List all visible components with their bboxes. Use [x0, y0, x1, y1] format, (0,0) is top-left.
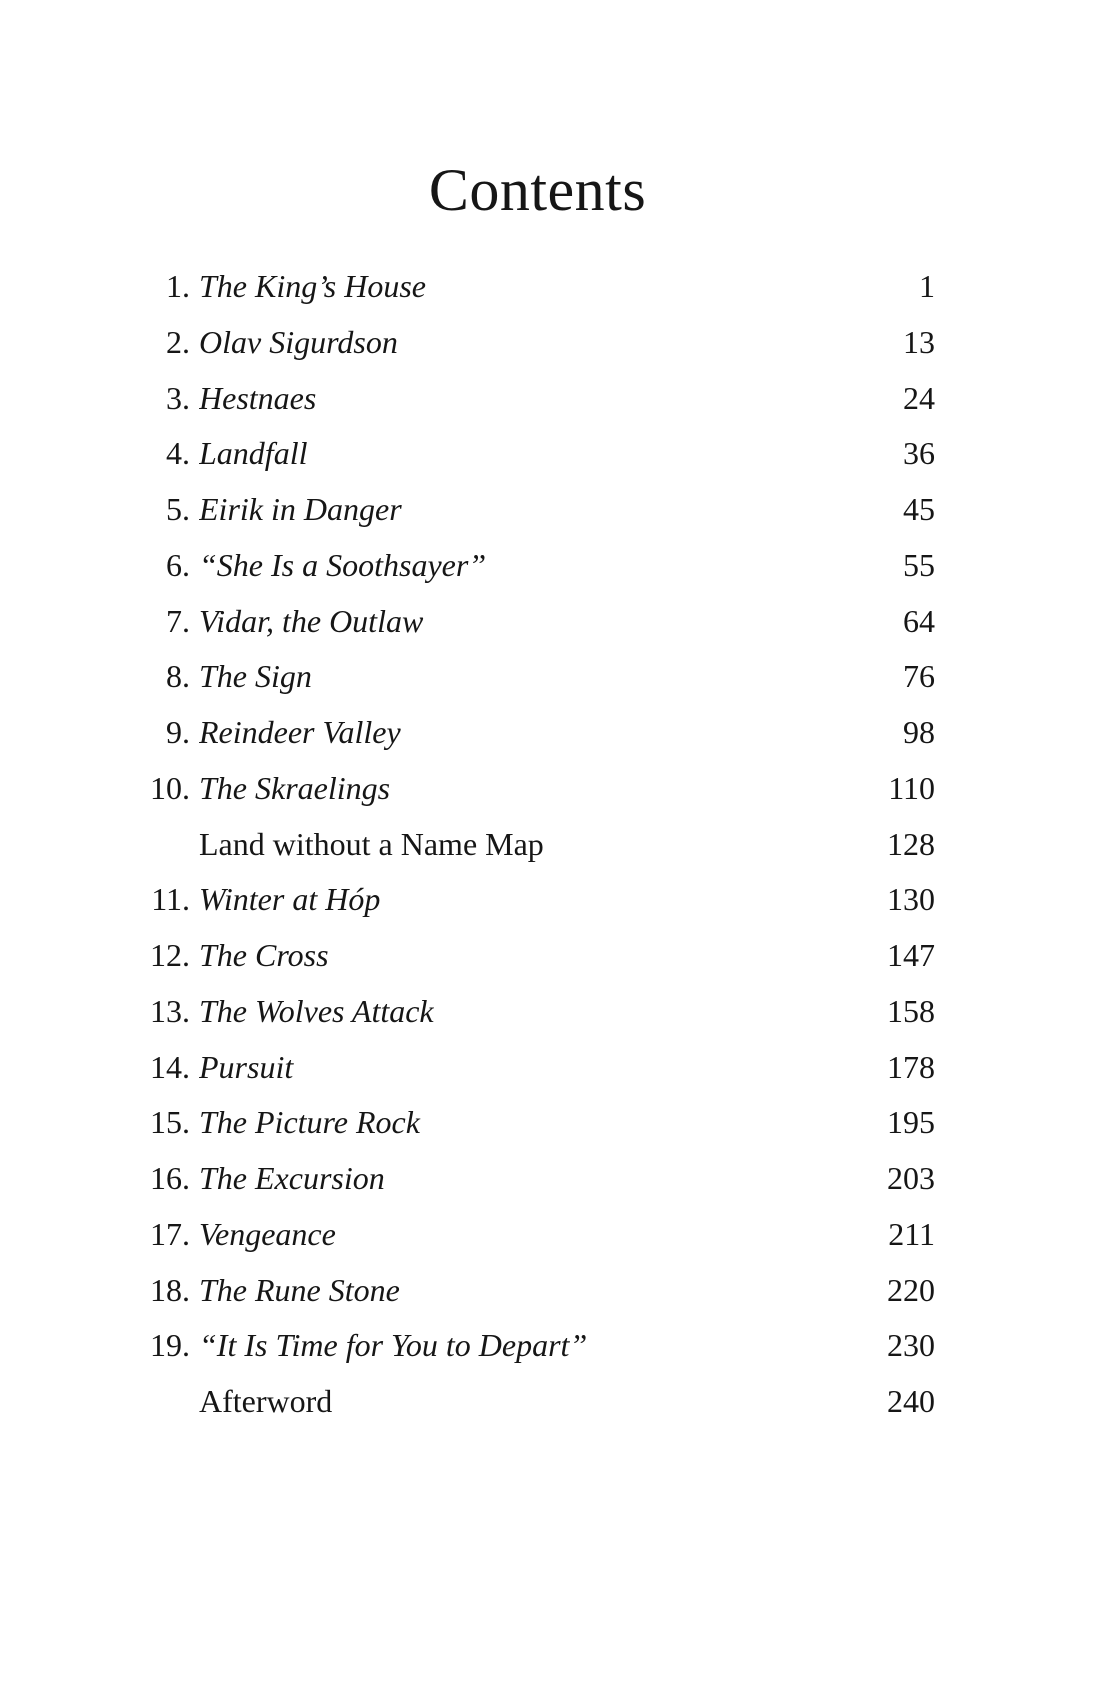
page-number: 220: [887, 1271, 935, 1308]
page-number: 195: [887, 1104, 935, 1141]
page-number: 110: [888, 769, 935, 806]
page-number: 230: [887, 1327, 935, 1364]
toc-entry: [140, 1095, 935, 1151]
chapter-title: “It Is Time for You to Depart”: [199, 1327, 588, 1364]
chapter-title: The Cross: [199, 937, 329, 973]
chapter-number: 9.: [166, 714, 190, 750]
toc-entry: [140, 426, 935, 482]
page-number: 240: [887, 1383, 935, 1419]
chapter-number: 7.: [166, 602, 190, 639]
chapter-number: 14.: [150, 1048, 190, 1085]
chapter-title: Eirik in Danger: [199, 491, 402, 527]
chapter-number: 3.: [166, 379, 190, 416]
table-of-contents: [140, 259, 935, 1430]
toc-entry: [140, 1374, 935, 1430]
chapter-number: 17.: [150, 1215, 190, 1252]
chapter-title: Winter at Hóp: [199, 881, 381, 918]
page-number: 1: [919, 268, 935, 304]
chapter-title: Reindeer Valley: [199, 714, 401, 750]
toc-entry: [140, 872, 935, 928]
page-number: 130: [887, 881, 935, 918]
toc-entry: [140, 1207, 935, 1263]
chapter-number: 5.: [166, 491, 190, 527]
page-number: 13: [903, 323, 935, 360]
chapter-title: The Wolves Attack: [199, 992, 434, 1029]
page-number: 55: [903, 546, 935, 583]
toc-entry: [140, 371, 935, 427]
chapter-title: Afterword: [199, 1383, 333, 1419]
toc-entry: [140, 705, 935, 761]
page-number: 211: [888, 1215, 935, 1252]
toc-entry: [140, 259, 935, 315]
toc-entry: [140, 761, 935, 817]
chapter-number: 16.: [150, 1160, 190, 1196]
chapter-title: Hestnaes: [199, 379, 317, 416]
page-number: 158: [887, 992, 935, 1029]
chapter-title: The Rune Stone: [199, 1271, 400, 1308]
toc-entry: [140, 1318, 935, 1374]
toc-entry: [140, 482, 935, 538]
page-number: 76: [903, 658, 935, 695]
toc-entry: [140, 817, 935, 873]
chapter-title: Pursuit: [199, 1048, 294, 1085]
chapter-title: The Sign: [199, 658, 312, 695]
chapter-title: Vidar, the Outlaw: [199, 602, 424, 639]
chapter-title: The King’s House: [199, 268, 426, 304]
chapter-title: Vengeance: [199, 1215, 336, 1252]
chapter-number: 15.: [150, 1104, 190, 1141]
chapter-number: 11.: [151, 881, 190, 918]
page-number: 128: [887, 825, 935, 862]
chapter-title: Land without a Name Map: [199, 825, 544, 862]
page-number: 24: [903, 379, 935, 416]
toc-entry: [140, 538, 935, 594]
page-number: 147: [887, 937, 935, 973]
chapter-number: 19.: [150, 1327, 190, 1364]
toc-entry: [140, 1040, 935, 1096]
toc-entry: [140, 928, 935, 984]
toc-entry: [140, 315, 935, 371]
toc-entry: [140, 594, 935, 650]
chapter-title: “She Is a Soothsayer”: [199, 546, 487, 583]
chapter-title: Olav Sigurdson: [199, 323, 398, 360]
page-number: 45: [903, 491, 935, 527]
chapter-title: The Excursion: [199, 1160, 385, 1196]
toc-entry: [140, 649, 935, 705]
chapter-title: Landfall: [199, 435, 308, 472]
chapter-number: 10.: [150, 769, 190, 806]
page-number: 178: [887, 1048, 935, 1085]
toc-entry: [140, 984, 935, 1040]
chapter-number: 6.: [166, 546, 190, 583]
page-number: 203: [887, 1160, 935, 1196]
page-number: 98: [903, 714, 935, 750]
chapter-number: 1.: [166, 268, 190, 304]
toc-entry: [140, 1263, 935, 1319]
chapter-number: 13.: [150, 992, 190, 1029]
chapter-number: 18.: [150, 1271, 190, 1308]
page-title: Contents: [428, 157, 647, 223]
page-number: 64: [903, 602, 935, 639]
chapter-title: The Skraelings: [199, 769, 391, 806]
toc-entry: [140, 1151, 935, 1207]
page-number: 36: [903, 435, 935, 472]
chapter-number: 12.: [150, 937, 190, 973]
chapter-number: 4.: [166, 435, 190, 472]
chapter-number: 8.: [166, 658, 190, 695]
chapter-number: 2.: [166, 323, 190, 360]
chapter-title: The Picture Rock: [199, 1104, 420, 1141]
